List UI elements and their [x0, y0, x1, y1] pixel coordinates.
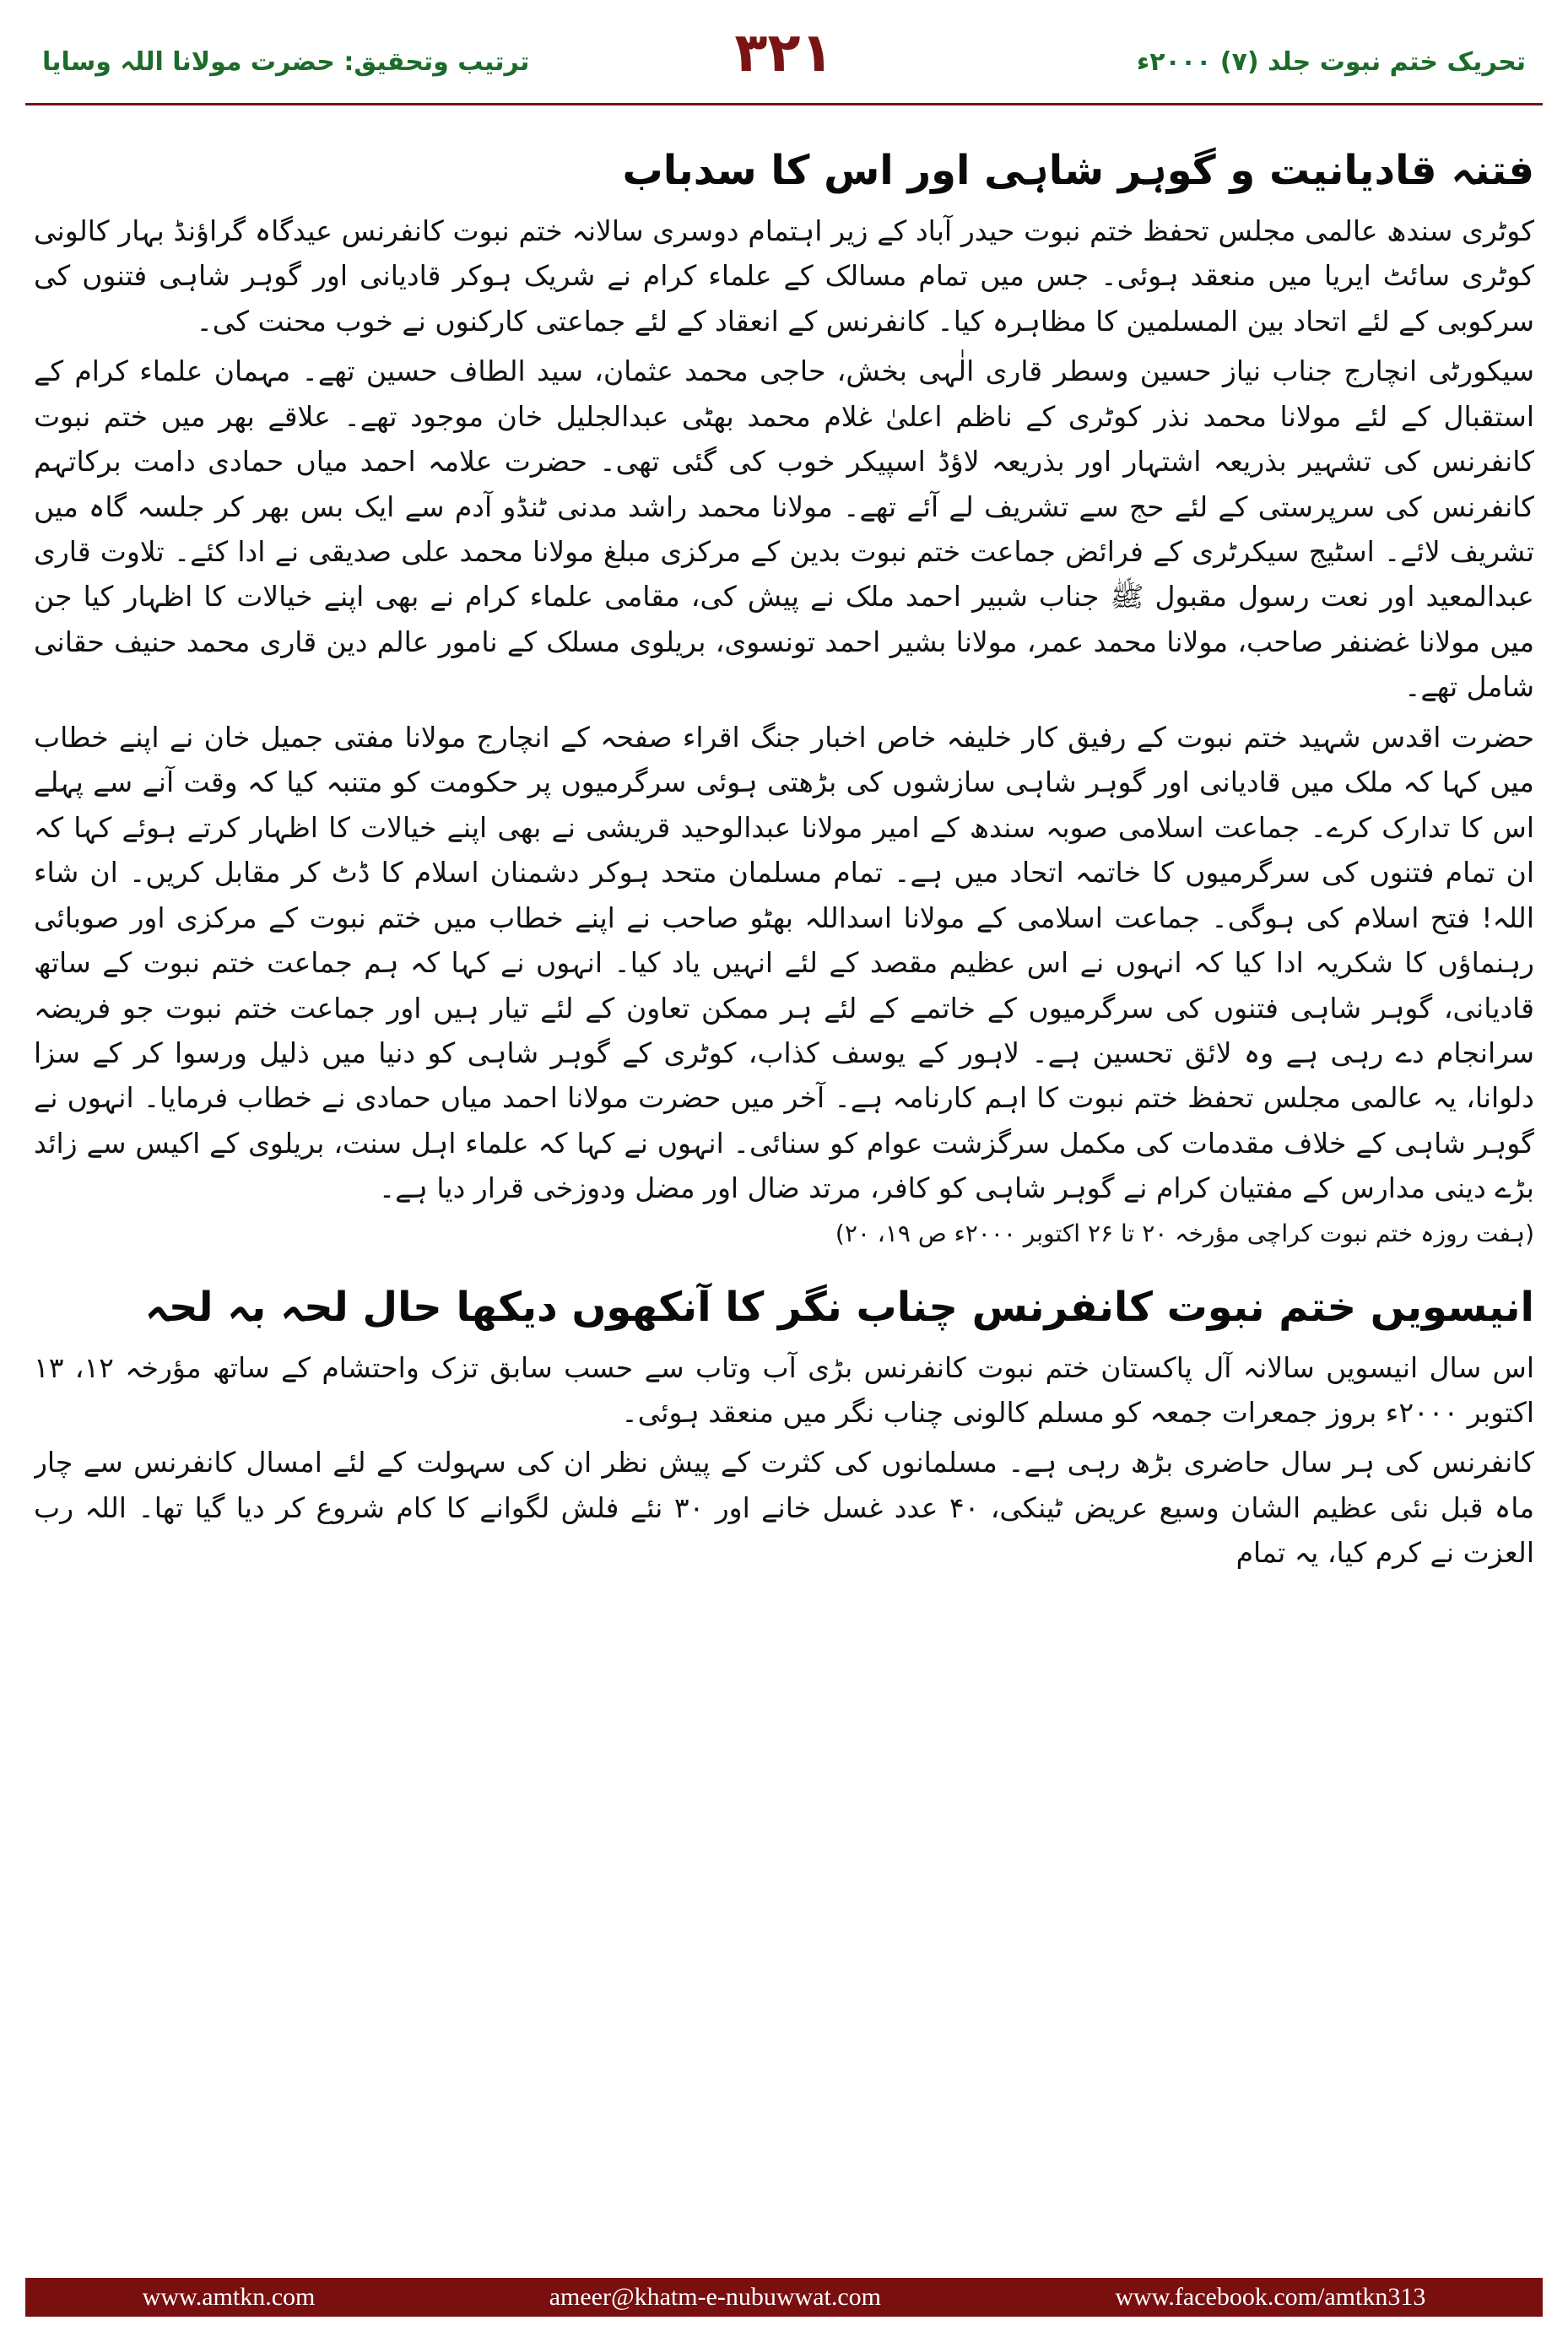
section-title: فتنہ قادیانیت و گوہر شاہی اور اس کا سدباب [622, 147, 1534, 194]
paragraph: سیکورٹی انچارج جناب نیاز حسین وسطر قاری الٰہی بخش، حاجی محمد عثمان، سید الطاف حسین تھے۔ مہمان علماء کرام کے استقبال کے لئے مولانا محمد نذر کوٹری کے ناظم اعلیٰ غلام محمد بھٹی عبدالجلیل خان موجود تھے۔ علاقے بھر میں ختم نبوت کانفرنس کی تشہیر بذریعہ اشتہار اور بذریعہ لاؤڈ اسپیکر خوب کی گئی تھی۔ حضرت علامہ احمد میاں حمادی دامت برکاتہم کانفرنس کی سرپرستی کے لئے حج سے تشریف لے آئے تھے۔ مولانا محمد راشد مدنی ٹنڈو آدم سے ایک بس بھر کر جلسہ گاہ میں تشریف لائے۔ اسٹیج سیکرٹری کے فرائض جماعت ختم نبوت بدین کے مرکزی مبلغ مولانا محمد علی صدیقی نے ادا کئے۔ تلاوت قاری عبدالمعید اور نعت رسول مقبول ﷺ جناب شبیر احمد ملک نے پیش کی، مقامی علماء کرام نے بھی اپنے خیالات کا اظہار کیا جن میں مولانا غضنفر صاحب، مولانا محمد عمر، مولانا بشیر احمد تونسوی، بریلوی مسلک کے نامور عالم دین قاری محمد حنیف حقانی شامل تھے۔ [34, 354, 1534, 704]
email-link[interactable]: ameer@khatm-e-nubuwwat.com [549, 2283, 882, 2311]
website-link[interactable]: www.amtkn.com [142, 2283, 316, 2311]
facebook-link[interactable]: www.facebook.com/amtkn313 [1115, 2283, 1426, 2311]
page-content [34, 127, 1534, 2232]
header-divider [25, 103, 1543, 105]
source-citation: (ہفت روزہ ختم نبوت کراچی مؤرخہ ۲۰ تا ۲۶ اکتوبر ۲۰۰۰ء ص ۱۹، ۲۰) [835, 1219, 1534, 1247]
section-title: انیسویں ختم نبوت کانفرنس چناب نگر کا آنکھوں دیکھا حال لحہ بہ لحہ [144, 1283, 1534, 1331]
paragraph: حضرت اقدس شہید ختم نبوت کے رفیق کار خلیفہ خاص اخبار جنگ اقراء صفحہ کے انچارج مولانا مفتی جمیل خان نے اپنے خطاب میں کہا کہ ملک میں قادیانی اور گوہر شاہی سازشوں کی بڑھتی ہوئی سرگرمیوں پر حکومت کو متنبہ کیا کہ وقت آنے سے پہلے اس کا تدارک کرے۔ جماعت اسلامی صوبہ سندھ کے امیر مولانا عبدالوحید قریشی نے بھی اپنے خیالات کا اظہار کرتے ہوئے کہا کہ ان تمام فتنوں کی سرگرمیوں کا خاتمہ اتحاد میں ہے۔ تمام مسلمان متحد ہوکر دشمنان اسلام کا ڈٹ کر مقابل کریں۔ ان شاء اللہ! فتح اسلام کی ہوگی۔ جماعت اسلامی کے مولانا اسداللہ بھٹو صاحب نے اپنے خطاب میں ختم نبوت کے مرکزی اور صوبائی رہنماؤں کا شکریہ ادا کیا کہ انہوں نے اس عظیم مقصد کے لئے انہیں یاد کیا۔ انہوں نے کہا کہ ہم جماعت ختم نبوت کے ساتھ قادیانی، گوہر شاہی فتنوں کی سرگرمیوں کے خاتمے کے لئے ہر ممکن تعاون کے لئے تیار ہیں اور جماعت ختم نبوت جو فریضہ سرانجام دے رہی ہے وہ لائق تحسین ہے۔ لاہور کے یوسف کذاب، کوٹری کے گوہر شاہی کو دنیا میں ذلیل ورسوا کر کے سزا دلوانا، یہ عالمی مجلس تحفظ ختم نبوت کا اہم کارنامہ ہے۔ آخر میں حضرت مولانا احمد میاں حمادی نے خطاب فرمایا۔ انہوں نے گوہر شاہی کے خلاف مقدمات کی مکمل سرگزشت عوام کو سنائی۔ انہوں نے کہا کہ علماء اہل سنت، بریلوی کے اکیس سے زائد بڑے دینی مدارس کے مفتیان کرام نے گوہر شاہی کو کافر، مرتد ضال اور مضل ودوزخی قرار دیا ہے۔ [34, 720, 1534, 1205]
book-title: تحریک ختم نبوت جلد (۷) ۲۰۰۰ء [1136, 47, 1526, 77]
paragraph: کانفرنس کی ہر سال حاضری بڑھ رہی ہے۔ مسلمانوں کی کثرت کے پیش نظر ان کی سہولت کے لئے امسال کانفرنس سے چار ماہ قبل نئی عظیم الشان وسیع عریض ٹینکی، ۴۰ عدد غسل خانے اور ۳۰ نئے فلش لگوانے کا کام شروع کر دیا گیا تھا۔ اللہ رب العزت نے کرم کیا، یہ تمام [34, 1446, 1534, 1570]
compiler-credit: ترتیب وتحقیق: حضرت مولانا اللہ وسایا [42, 47, 530, 77]
page-number: ۳۲۱ [734, 22, 834, 84]
page-header [25, 15, 1543, 108]
page-footer [25, 2278, 1543, 2317]
paragraph: اس سال انیسویں سالانہ آل پاکستان ختم نبوت کانفرنس بڑی آب وتاب سے حسب سابق تزک واحتشام کے ساتھ مؤرخہ ۱۲، ۱۳ اکتوبر ۲۰۰۰ء بروز جمعرات جمعہ کو مسلم کالونی چناب نگر میں منعقد ہوئی۔ [34, 1350, 1534, 1430]
paragraph: کوٹری سندھ عالمی مجلس تحفظ ختم نبوت حیدر آباد کے زیر اہتمام دوسری سالانہ ختم نبوت کانفرنس عیدگاہ گراؤنڈ بہار کالونی کوٹری سائٹ ایریا میں منعقد ہوئی۔ جس میں تمام مسالک کے علماء کرام نے شریک ہوکر قادیانی اور گوہر شاہی فتنوں کی سرکوبی کے لئے اتحاد بین المسلمین کا مظاہرہ کیا۔ کانفرنس کے انعقاد کے لئے جماعتی کارکنوں نے خوب محنت کی۔ [34, 214, 1534, 338]
